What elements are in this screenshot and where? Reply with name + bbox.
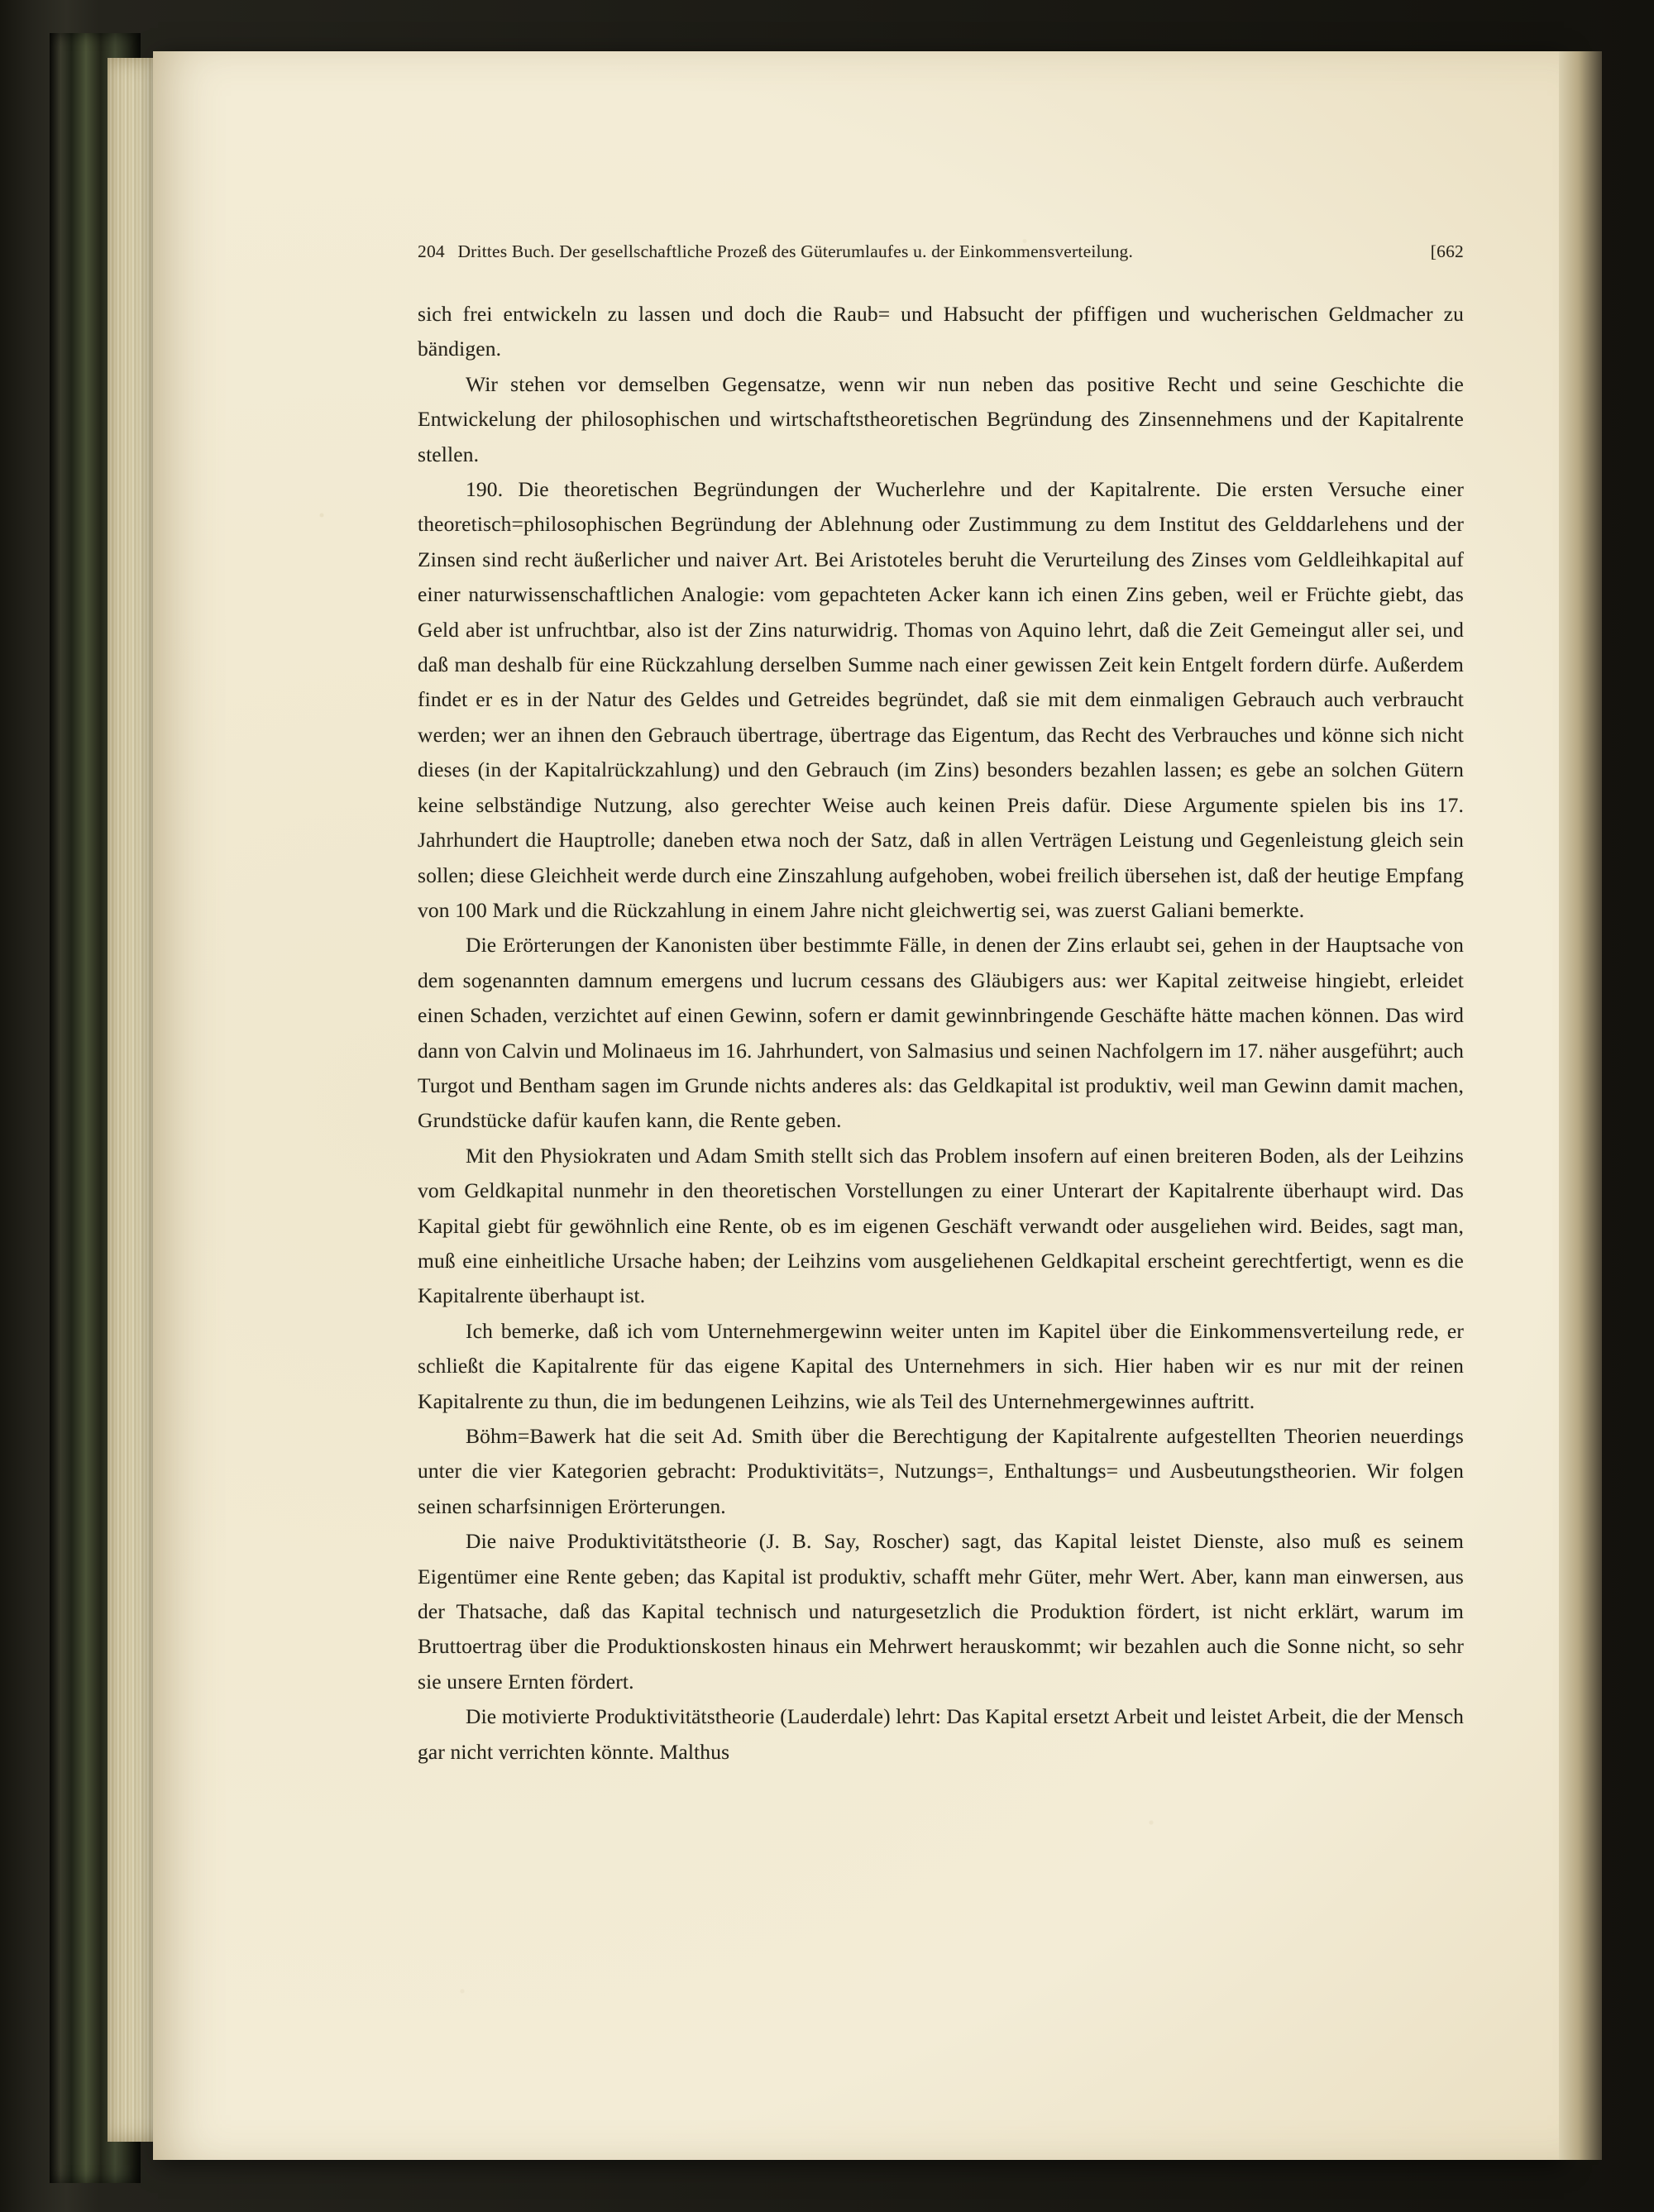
paragraph-1: sich frei entwickeln zu lassen und doch die Raub= und Habsucht der pfiffigen und wucherischen Geldmacher zu bändigen. xyxy=(418,302,1464,361)
paragraph-4: Die Erörterungen der Kanonisten über bestimmte Fälle, in denen der Zins erlaubt sei, gehen in der Hauptsache von dem sogenannten damnum emergens und lucrum cessans des Gläubigers aus: wer Kapital zeitweise hingiebt, erleidet einen Schaden, verzichtet auf einen Gewinn, sofern er damit gewinnbringende Geschäfte hätte machen können. Das wird dann von Calvin und Molinaeus im 16. Jahrhundert, von Salmasius und seinen Nachfolgern im 17. näher ausgeführt; auch Turgot und Bentham sagen im Grunde nichts anderes als: das Geldkapital ist produktiv, weil man Gewinn damit machen, Grundstücke dafür kaufen kann, die Rente geben. xyxy=(418,933,1464,1133)
page-text-block xyxy=(418,241,1464,1770)
running-head-title: Drittes Buch. Der gesellschaftliche Prozeß des Güterumlaufes u. der Einkommensverteilung. xyxy=(457,241,1134,261)
paragraph-9: Die motivierte Produktivitätstheorie (Lauderdale) lehrt: Das Kapital ersetzt Arbeit und leistet Arbeit, die der Mensch gar nicht verrichten könnte. Malthus xyxy=(418,1704,1464,1764)
running-head xyxy=(418,241,1464,262)
paragraph-5: Mit den Physiokraten und Adam Smith stellt sich das Problem insofern auf einen breiteren Boden, als der Leihzins vom Geldkapital nunmehr in den theoretischen Vorstellungen zu einer Unterart der Kapitalrente überhaupt wird. Das Kapital giebt für gewöhnlich eine Rente, ob es im eigenen Geschäft verwandt oder ausgeliehen wird. Beides, sagt man, muß eine einheitliche Ursache haben; der Leihzins vom ausgeliehenen Geldkapital erscheint gerechtfertigt, wenn es die Kapitalrente überhaupt ist. xyxy=(418,1143,1464,1308)
paragraph-3: 190. Die theoretischen Begründungen der Wucherlehre und der Kapitalrente. Die ersten Versuche einer theoretisch=philosophischen Begründung der Ablehnung oder Zustimmung zu dem Institut des Gelddarlehens und der Zinsen sind recht äußerlicher und naiver Art. Bei Aristoteles beruht die Verurteilung des Zinses vom Geldleihkapital auf einer naturwissenschaftlichen Analogie: vom gepachteten Acker kann ich einen Zins geben, weil er Früchte giebt, das Geld aber ist unfruchtbar, also ist der Zins naturwidrig. Thomas von Aquino lehrt, daß die Zeit Gemeingut aller sei, und daß man deshalb für eine Rückzahlung derselben Summe nach einer gewissen Zeit kein Entgelt fordern dürfe. Außerdem findet er es in der Natur des Geldes und Getreides begründet, daß sie mit dem einmaligen Gebrauch auch verbraucht werden; wer an ihnen den Gebrauch übertrage, übertrage das Eigentum, das Recht des Verbrauches und könne sich nicht dieses (in der Kapitalrückzahlung) und den Gebrauch (im Zins) besonders bezahlen lassen; es gebe an solchen Gütern keine selbständige Nutzung, also gerechter Weise auch keinen Preis dafür. Diese Argumente spielen bis ins 17. Jahrhundert die Hauptrolle; daneben etwa noch der Satz, daß in allen Verträgen Leistung und Gegenleistung gleich sein sollen; diese Gleichheit werde durch eine Zinszahlung aufgehoben, wobei freilich übersehen ist, daß der heutige Empfang von 100 Mark und die Rückzahlung in einem Jahre nicht gleichwertig sei, was zuerst Galiani bemerkte. xyxy=(418,477,1464,922)
page-number: 204 xyxy=(418,241,445,261)
paragraph-2: Wir stehen vor demselben Gegensatze, wenn wir nun neben das positive Recht und seine Geschichte die Entwickelung der philosophischen und wirtschaftstheoretischen Begründung des Zinsennehmens und der Kapitalrente stellen. xyxy=(418,371,1464,466)
page-leaf xyxy=(153,51,1559,2160)
paragraph-8: Die naive Produktivitätstheorie (J. B. Say, Roscher) sagt, das Kapital leistet Dienste, also muß es seinem Eigentümer eine Rente geben; das Kapital ist produktiv, schafft mehr Güter, mehr Wert. Aber, kann man einwersen, aus der Thatsache, daß das Kapital technisch und naturgesetzlich die Produktion fördert, ist nicht erklärt, warum im Bruttoertrag über die Produktionskosten hinaus ein Mehrwert herauskommt; wir bezahlen auch die Sonne nicht, so sehr sie unsere Ernten fördert. xyxy=(418,1529,1464,1694)
paragraph-7: Böhm=Bawerk hat die seit Ad. Smith über die Berechtigung der Kapitalrente aufgestellten Theorien neuerdings unter die vier Kategorien gebracht: Produktivitäts=, Nutzungs=, Enthaltungs= und Ausbeutungstheorien. Wir folgen seinen scharfsinnigen Erörterungen. xyxy=(418,1424,1464,1518)
folio-number: [662 xyxy=(1430,241,1464,261)
facing-page-edge xyxy=(1559,51,1602,2160)
paragraph-6: Ich bemerke, daß ich vom Unternehmergewinn weiter unten im Kapitel über die Einkommensverteilung rede, er schließt die Kapitalrente für das eigene Kapital des Unternehmers in sich. Hier haben wir es nur mit der reinen Kapitalrente zu thun, die im bedungenen Leihzins, wie als Teil des Unternehmergewinnes auftritt. xyxy=(418,1318,1464,1413)
